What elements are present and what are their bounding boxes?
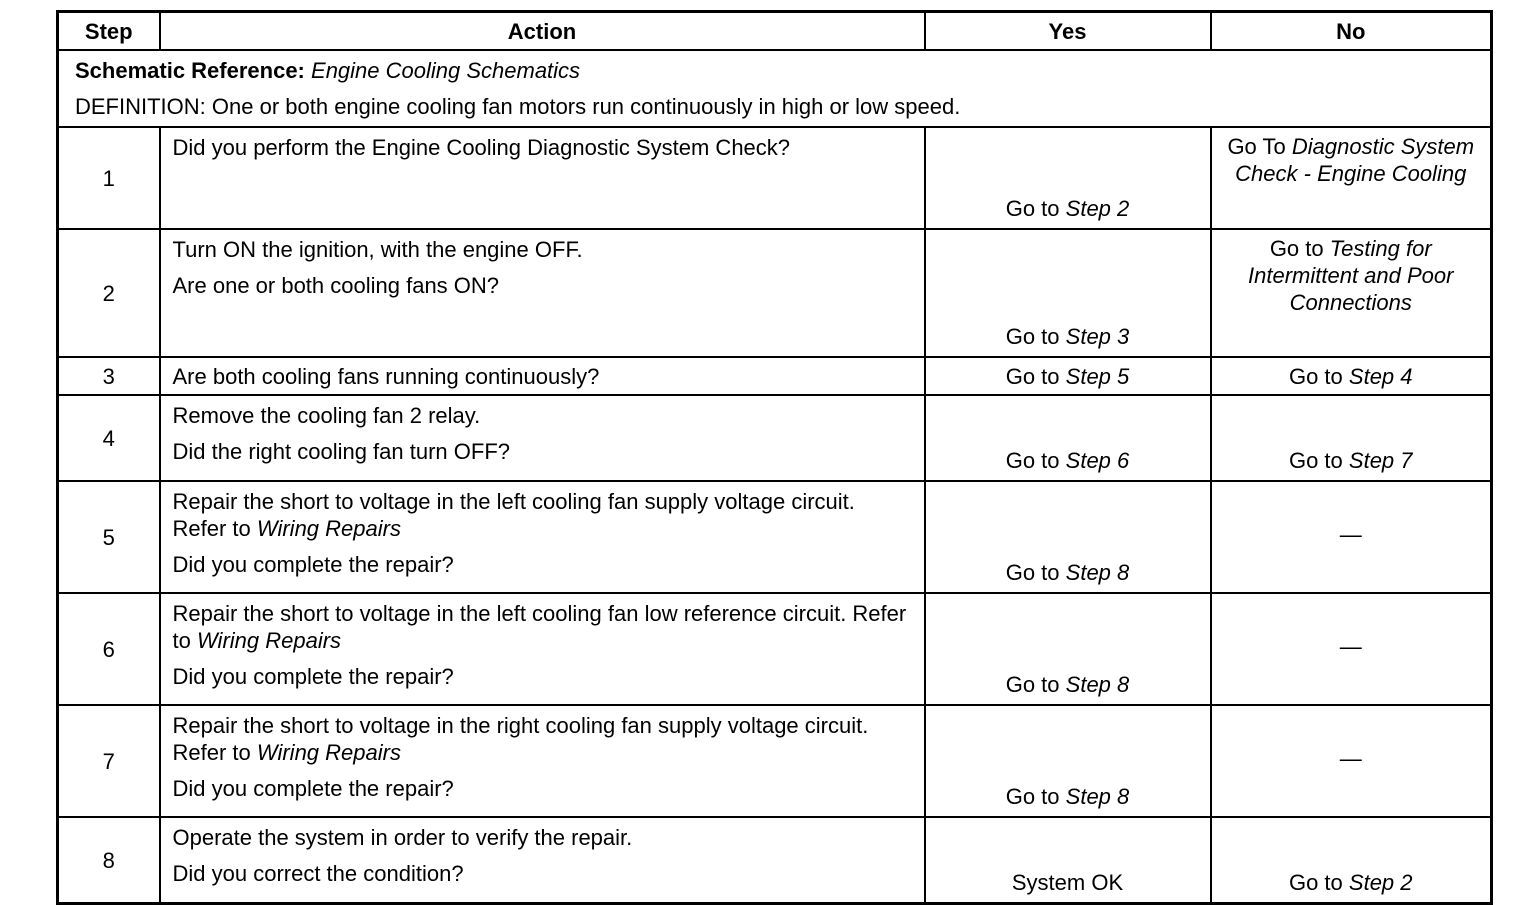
no-cell: — [1211,593,1492,705]
action-question: Did you correct the condition? [172,861,464,886]
action-cell [160,127,925,229]
action-question: Are one or both cooling fans ON? [172,273,500,298]
action-line: Turn ON the ignition, with the engine OFF. [172,237,583,262]
yes-step-link[interactable]: Step 8 [1065,784,1130,809]
action-cell [160,395,925,481]
step-number: 8 [58,817,160,904]
no-step-link[interactable]: Step 4 [1348,363,1413,389]
yes-prefix: Go to [1005,560,1060,585]
action-cell [160,357,925,395]
yes-cell: System OK [925,817,1211,904]
step-number: 2 [58,229,160,357]
step-number: 6 [58,593,160,705]
no-prefix: Go to [1288,448,1343,473]
action-cell [160,229,925,357]
action-text: Repair the short to voltage in the left cooling fan low reference circuit. Refer to [172,601,907,653]
step-number: 7 [58,705,160,817]
table-row [58,705,1492,817]
table-row [58,395,1492,481]
diagnostic-table [56,10,1493,905]
action-line: Operate the system in order to verify the repair. [172,825,633,850]
yes-cell [925,481,1211,593]
action-line: Remove the cooling fan 2 relay. [172,403,481,428]
table-row [58,127,1492,229]
schematic-reference-value: Engine Cooling Schematics [311,58,581,83]
yes-step-link[interactable]: Step 8 [1065,560,1130,585]
no-cell [1211,127,1492,229]
yes-prefix: Go to [1005,196,1060,221]
no-cell [1211,357,1492,395]
no-cell [1211,229,1492,357]
yes-step-link[interactable]: Step 5 [1065,363,1130,389]
schematic-reference [75,57,1474,84]
step-number: 4 [58,395,160,481]
action-line: Are both cooling fans running continuously? [172,363,600,389]
yes-step-link[interactable]: Step 2 [1065,196,1130,221]
yes-cell [925,127,1211,229]
yes-cell [925,593,1211,705]
action-question: Did you complete the repair? [172,776,454,801]
table-row [58,481,1492,593]
wiring-repairs-link[interactable]: Wiring Repairs [256,740,401,765]
header-no: No [1211,12,1492,51]
no-prefix: Go to [1269,236,1324,261]
table-row [58,357,1492,395]
header-step: Step [58,12,160,51]
action-text: Repair the short to voltage in the left cooling fan supply voltage circuit. Refer to [172,489,855,541]
yes-prefix: Go to [1005,324,1060,349]
header-yes: Yes [925,12,1211,51]
yes-step-link[interactable]: Step 3 [1065,324,1130,349]
yes-prefix: Go to [1005,448,1060,473]
action-cell [160,817,925,904]
action-question: Did you complete the repair? [172,552,454,577]
action-cell [160,705,925,817]
header-action: Action [160,12,925,51]
yes-cell [925,357,1211,395]
step-number: 1 [58,127,160,229]
action-cell [160,593,925,705]
no-procedure-link[interactable]: Diagnostic System Check - Engine Cooling [1235,134,1475,186]
wiring-repairs-link[interactable]: Wiring Repairs [196,628,342,653]
no-cell [1211,817,1492,904]
yes-step-link[interactable]: Step 6 [1065,448,1130,473]
yes-prefix: Go to [1005,672,1060,697]
header-row [58,12,1492,51]
step-number: 5 [58,481,160,593]
reference-row [58,50,1492,127]
no-step-link[interactable]: Step 2 [1348,870,1413,895]
table-row [58,817,1492,904]
action-question: Did you complete the repair? [172,664,454,689]
action-text: Repair the short to voltage in the right cooling fan supply voltage circuit. Refer to [172,713,869,765]
no-prefix: Go to [1288,870,1343,895]
yes-cell [925,229,1211,357]
yes-cell [925,395,1211,481]
no-step-link[interactable]: Step 7 [1348,448,1413,473]
definition-text: DEFINITION: One or both engine cooling fan motors run continuously in high or low speed. [75,94,961,119]
action-line: Did you perform the Engine Cooling Diagnostic System Check? [172,135,791,160]
action-line [173,488,914,542]
no-prefix: Go to [1288,363,1343,389]
reference-cell [58,50,1492,127]
yes-prefix: Go to [1005,363,1060,389]
action-question: Did the right cooling fan turn OFF? [172,439,510,464]
no-prefix: Go To [1227,134,1286,159]
yes-step-link[interactable]: Step 8 [1065,672,1130,697]
step-number: 3 [58,357,160,395]
no-cell: — [1211,705,1492,817]
wiring-repairs-link[interactable]: Wiring Repairs [256,516,401,541]
no-cell: — [1211,481,1492,593]
no-cell [1211,395,1492,481]
no-procedure-link[interactable]: Testing for Intermittent and Poor Connections [1248,236,1454,315]
schematic-reference-label: Schematic Reference: [75,58,305,83]
yes-prefix: Go to [1005,784,1060,809]
yes-cell [925,705,1211,817]
table-row [58,593,1492,705]
table-row [58,229,1492,357]
action-line [173,712,914,766]
action-line [173,600,914,654]
action-cell [160,481,925,593]
